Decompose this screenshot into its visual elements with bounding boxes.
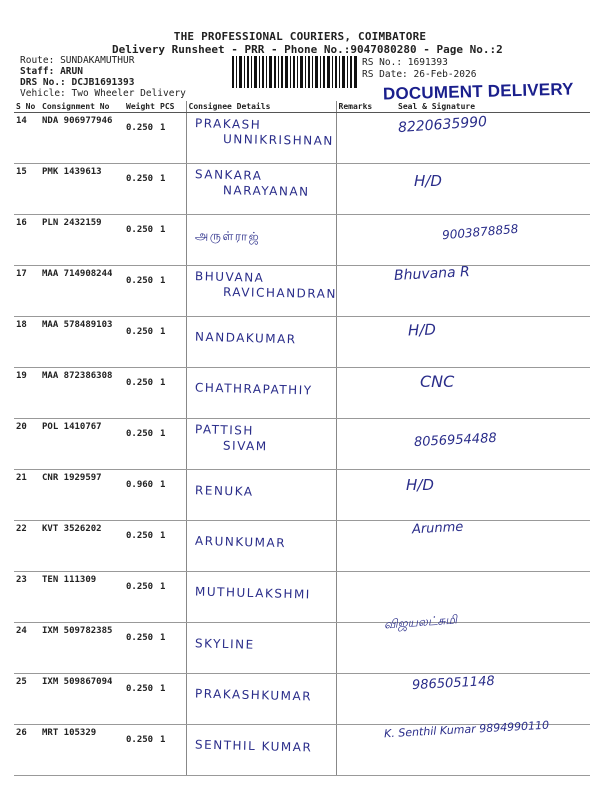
row-seal-signature: [384, 470, 590, 521]
drs-line: [20, 77, 134, 88]
row-sno: 23: [14, 572, 40, 623]
row-consignee-details: [186, 572, 336, 623]
table-row: [14, 674, 590, 725]
row-remarks: [336, 419, 384, 470]
row-sno: 18: [14, 317, 40, 368]
row-remarks: [336, 470, 384, 521]
table-row: [14, 419, 590, 470]
row-pcs: 1: [158, 368, 186, 419]
signature-text: 8056954488: [413, 430, 498, 451]
table-row: [14, 368, 590, 419]
table-row: [14, 266, 590, 317]
route-label: Route:: [20, 55, 55, 66]
row-consignee-details: [186, 419, 336, 470]
row-weight: 0.250: [124, 113, 158, 164]
route-line: [20, 55, 134, 66]
row-pcs: 1: [158, 317, 186, 368]
row-consignment-no: MAA 714908244: [40, 266, 124, 317]
vehicle-value: Two Wheeler Delivery: [71, 88, 186, 99]
row-weight: 0.250: [124, 419, 158, 470]
row-consignment-no: MRT 105329: [40, 725, 124, 776]
vehicle-line: [20, 88, 186, 99]
row-consignment-no: CNR 1929597: [40, 470, 124, 521]
row-weight: 0.250: [124, 368, 158, 419]
consignee-name-line: PATTISH: [194, 422, 254, 438]
rs-date-label: RS Date:: [362, 69, 408, 80]
row-weight: 0.250: [124, 725, 158, 776]
consignee-name-line: SIVAM: [222, 438, 268, 454]
signature-text: 9865051148: [411, 673, 496, 694]
consignee-name-line: PRAKASHKUMAR: [194, 686, 312, 704]
row-sno: 25: [14, 674, 40, 725]
row-sno: 17: [14, 266, 40, 317]
row-consignee-details: [186, 113, 336, 164]
consignee-name-line: SENTHIL KUMAR: [194, 737, 312, 755]
row-remarks: [336, 725, 384, 776]
row-consignee-details: [186, 470, 336, 521]
consignee-name-line: CHATHRAPATHIY: [194, 380, 313, 398]
row-weight: 0.250: [124, 572, 158, 623]
signature-text: CNC: [420, 372, 455, 391]
row-weight: 0.250: [124, 674, 158, 725]
table-row: [14, 215, 590, 266]
col-consignment: Consignment No: [40, 101, 124, 113]
row-sno: 21: [14, 470, 40, 521]
rs-number-value: 1691393: [407, 57, 448, 68]
row-remarks: [336, 572, 384, 623]
row-sno: 14: [14, 113, 40, 164]
rs-number-line: [362, 57, 448, 68]
row-weight: 0.250: [124, 266, 158, 317]
row-consignment-no: PMK 1439613: [40, 164, 124, 215]
runsheet-subtitle: Delivery Runsheet - PRR - Phone No.:9047080280 - Page No.:2: [112, 43, 503, 56]
row-remarks: [336, 674, 384, 725]
row-sno: 19: [14, 368, 40, 419]
row-sno: 24: [14, 623, 40, 674]
consignee-name-line: அருள்ராஜ்: [194, 228, 260, 244]
row-remarks: [336, 521, 384, 572]
row-consignment-no: KVT 3526202: [40, 521, 124, 572]
row-consignee-details: [186, 266, 336, 317]
row-consignee-details: [186, 215, 336, 266]
row-seal-signature: [384, 317, 590, 368]
table-row: [14, 113, 590, 164]
rs-date-line: [362, 69, 476, 80]
consignee-name-line: RENUKA: [194, 483, 254, 499]
consignee-name-line: RAVICHANDRAN: [222, 285, 337, 301]
row-remarks: [336, 317, 384, 368]
col-weight: Weight: [124, 101, 158, 113]
row-consignee-details: [186, 725, 336, 776]
row-remarks: [336, 164, 384, 215]
table-row: [14, 164, 590, 215]
rs-date-value: 26-Feb-2026: [413, 69, 477, 80]
row-pcs: 1: [158, 623, 186, 674]
table-row: [14, 725, 590, 776]
table-header-row: [14, 101, 590, 113]
col-signature: Seal & Signature: [384, 101, 590, 113]
row-seal-signature: [384, 521, 590, 572]
consignee-name-line: PRAKASH: [194, 116, 261, 132]
table-row: [14, 572, 590, 623]
row-consignment-no: MAA 578489103: [40, 317, 124, 368]
row-seal-signature: [384, 419, 590, 470]
rs-number-label: RS No.:: [362, 57, 403, 68]
row-sno: 16: [14, 215, 40, 266]
row-consignee-details: [186, 164, 336, 215]
table-row: [14, 521, 590, 572]
row-pcs: 1: [158, 470, 186, 521]
route-value: SUNDAKAMUTHUR: [60, 55, 135, 66]
col-consignee: Consignee Details: [186, 101, 336, 113]
col-sno: S No: [14, 101, 40, 113]
row-seal-signature: [384, 215, 590, 266]
row-pcs: 1: [158, 215, 186, 266]
row-remarks: [336, 215, 384, 266]
col-remarks: Remarks: [336, 101, 384, 113]
consignee-name-line: SKYLINE: [194, 636, 255, 652]
row-weight: 0.250: [124, 317, 158, 368]
row-consignment-no: PLN 2432159: [40, 215, 124, 266]
row-seal-signature: [384, 266, 590, 317]
row-consignee-details: [186, 317, 336, 368]
staff-line: [20, 66, 83, 77]
row-pcs: 1: [158, 521, 186, 572]
row-seal-signature: [384, 113, 590, 164]
row-pcs: 1: [158, 266, 186, 317]
consignee-name-line: SANKARA: [194, 167, 263, 183]
consignee-name-line: UNNIKRISHNAN: [222, 132, 334, 148]
consignee-name-line: NANDAKUMAR: [194, 329, 297, 347]
row-remarks: [336, 623, 384, 674]
row-consignee-details: [186, 521, 336, 572]
row-sno: 15: [14, 164, 40, 215]
row-consignment-no: POL 1410767: [40, 419, 124, 470]
barcode: [232, 56, 358, 88]
col-pcs: PCS: [158, 101, 186, 113]
row-consignee-details: [186, 368, 336, 419]
signature-text: K. Senthil Kumar 9894990110: [383, 718, 550, 741]
row-remarks: [336, 266, 384, 317]
row-seal-signature: [383, 718, 590, 776]
row-pcs: 1: [158, 164, 186, 215]
row-seal-signature: [384, 368, 590, 419]
row-consignment-no: NDA 906977946: [40, 113, 124, 164]
staff-label: Staff:: [20, 66, 55, 77]
row-consignment-no: IXM 509782385: [40, 623, 124, 674]
row-pcs: 1: [158, 725, 186, 776]
row-weight: 0.250: [124, 521, 158, 572]
row-seal-signature: [384, 164, 590, 215]
signature-text: 9003878858: [441, 221, 519, 243]
staff-value: ARUN: [60, 66, 83, 77]
signature-text: H/D: [406, 476, 434, 494]
row-consignment-no: MAA 872386308: [40, 368, 124, 419]
row-consignment-no: TEN 111309: [40, 572, 124, 623]
vehicle-label: Vehicle:: [20, 88, 66, 99]
signature-text: Bhuvana R: [393, 264, 471, 284]
table-row: [14, 470, 590, 521]
row-seal-signature: [383, 612, 590, 674]
consignee-name-line: MUTHULAKSHMI: [194, 584, 311, 602]
consignee-name-line: NARAYANAN: [222, 183, 310, 199]
row-consignee-details: [186, 674, 336, 725]
drs-value: DCJB1691393: [71, 77, 135, 88]
consignee-name-line: BHUVANA: [194, 269, 265, 285]
table-row: [14, 623, 590, 674]
document-delivery-stamp: DOCUMENT DELIVERY: [382, 79, 574, 104]
consignee-name-line: ARUNKUMAR: [194, 533, 286, 551]
signature-text: 8220635990: [397, 113, 488, 137]
runsheet-table: [14, 101, 590, 776]
row-weight: 0.960: [124, 470, 158, 521]
signature-text: Arunme: [411, 519, 464, 538]
row-sno: 20: [14, 419, 40, 470]
row-sno: 26: [14, 725, 40, 776]
row-sno: 22: [14, 521, 40, 572]
row-weight: 0.250: [124, 164, 158, 215]
signature-text: H/D: [407, 320, 437, 340]
row-weight: 0.250: [124, 215, 158, 266]
row-weight: 0.250: [124, 623, 158, 674]
row-remarks: [336, 113, 384, 164]
row-consignee-details: [186, 623, 336, 674]
signature-text: விஜயலட்சுமி: [383, 612, 458, 632]
row-pcs: 1: [158, 674, 186, 725]
row-remarks: [336, 368, 384, 419]
table-row: [14, 317, 590, 368]
drs-label: DRS No.:: [20, 77, 66, 88]
row-pcs: 1: [158, 572, 186, 623]
row-consignment-no: IXM 509867094: [40, 674, 124, 725]
row-pcs: 1: [158, 113, 186, 164]
signature-text: H/D: [414, 172, 442, 190]
row-seal-signature: [384, 674, 590, 725]
company-title: THE PROFESSIONAL COURIERS, COIMBATORE: [173, 30, 427, 43]
row-pcs: 1: [158, 419, 186, 470]
